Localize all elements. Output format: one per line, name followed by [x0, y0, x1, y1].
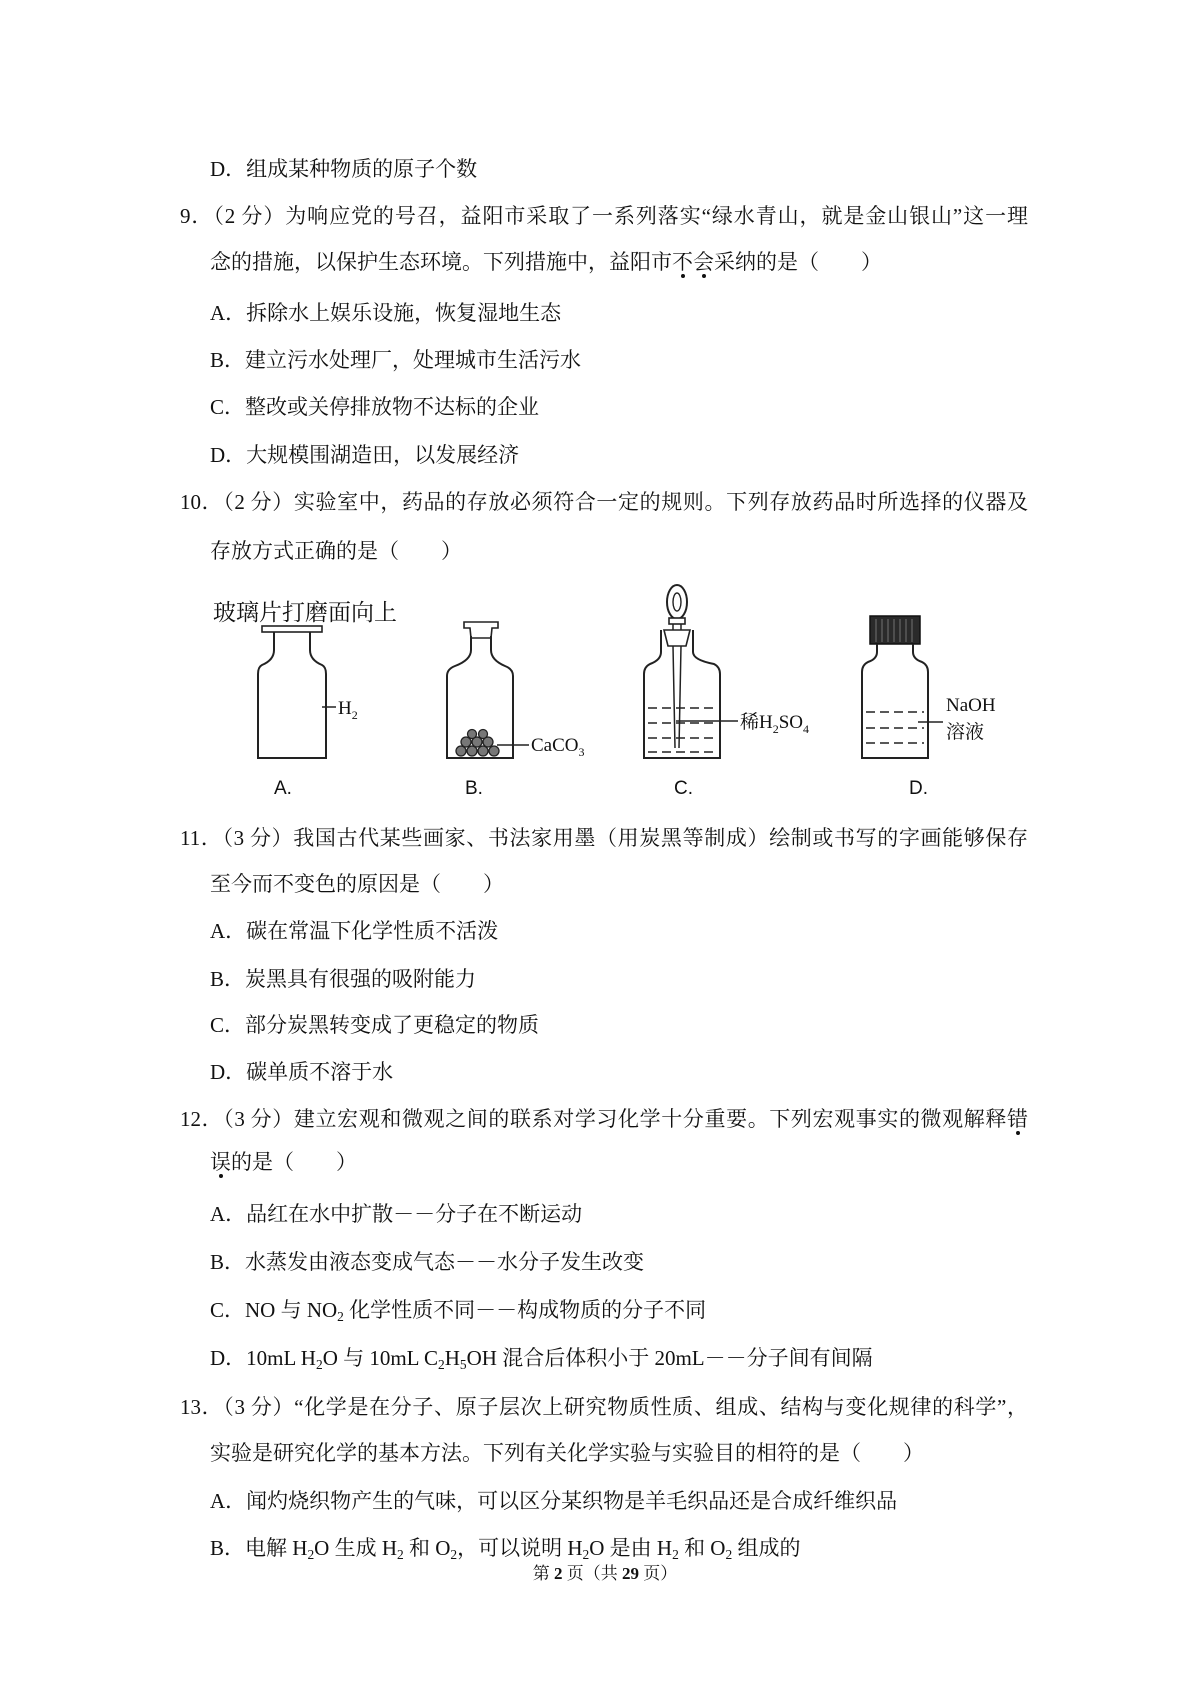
emphasis-char: 错 — [1007, 1107, 1028, 1131]
total-pages: 29 — [622, 1564, 639, 1583]
q12-option-c — [210, 1295, 706, 1325]
subscript: 2 — [438, 1357, 445, 1373]
option-text: O 是由 H — [589, 1536, 673, 1560]
label-c — [740, 711, 809, 736]
choice-label-c: C. — [674, 778, 693, 799]
emphasis-char: 误 — [210, 1150, 231, 1174]
option-text: 和 O — [403, 1536, 451, 1560]
label-text: CaCO — [531, 735, 579, 756]
subscript: 2 — [397, 1547, 404, 1563]
screw-cap-bottle-d — [862, 644, 928, 758]
option-text: 化学性质不同－－构成物质的分子不同 — [343, 1298, 707, 1322]
q12-option-a: A．品红在水中扩散－－分子在不断运动 — [210, 1202, 583, 1226]
footer-text: 第 — [532, 1564, 554, 1583]
footer-text: 页） — [639, 1564, 678, 1583]
option-text: ，可以说明 H — [457, 1536, 583, 1560]
q11-option-b: B．炭黑具有很强的吸附能力 — [210, 967, 477, 991]
subscript: 4 — [803, 722, 810, 736]
subscript: 2 — [351, 708, 358, 722]
page-footer — [5, 1563, 1200, 1585]
q12-option-b: B．水蒸发由液态变成气态－－水分子发生改变 — [210, 1250, 645, 1274]
dropper-bulb — [667, 585, 687, 619]
q9-stem-line1: 9．（2 分）为响应党的号召，益阳市采取了一系列落实“绿水青山，就是金山银山”这一理 — [180, 204, 1028, 228]
q12-option-d — [210, 1343, 873, 1373]
option-text: OH 混合后体积小于 20mL－－分子间有间隔 — [466, 1346, 873, 1370]
option-text: O 生成 H — [314, 1536, 397, 1560]
stem-text: 的是（ ） — [231, 1150, 357, 1174]
q9-stem-line2 — [210, 247, 882, 277]
q12-stem-line2 — [210, 1147, 357, 1177]
label-b — [531, 735, 585, 759]
dropper-stopper — [664, 630, 690, 646]
label-text: SO — [778, 712, 804, 733]
label-d-solution: 溶液 — [946, 722, 985, 743]
q9-option-a: A．拆除水上娱乐设施，恢复湿地生态 — [210, 301, 562, 325]
subscript: 2 — [672, 1547, 679, 1563]
label-a — [338, 698, 358, 722]
subscript: 2 — [315, 1357, 323, 1373]
option-text: B．电解 H — [210, 1536, 308, 1560]
subscript: 2 — [772, 722, 779, 736]
q9-option-d: D．大规模围湖造田，以发展经济 — [210, 443, 520, 467]
liquid-lines-c — [648, 708, 716, 752]
choice-label-a: A. — [274, 778, 292, 799]
option-text: H — [444, 1346, 460, 1370]
option-text: 组成的 — [732, 1536, 801, 1560]
stem-text: 念的措施，以保护生态环境。下列措施中，益阳市 — [210, 250, 672, 274]
q9-option-b: B．建立污水处理厂，处理城市生活污水 — [210, 348, 582, 372]
q11-stem-line2: 至今而不变色的原因是（ ） — [210, 872, 504, 896]
q12-stem-line1 — [180, 1104, 1028, 1134]
q11-option-c: C．部分炭黑转变成了更稳定的物质 — [210, 1013, 540, 1037]
subscript: 2 — [450, 1547, 458, 1563]
dropper-bottle-c — [644, 630, 720, 758]
subscript: 2 — [582, 1547, 590, 1563]
emphasis-char: 不 — [672, 250, 693, 274]
subscript: 2 — [307, 1547, 315, 1563]
subscript: 3 — [578, 745, 585, 759]
option-text: 和 O — [678, 1536, 726, 1560]
label-d-formula: NaOH — [946, 695, 996, 716]
cap-ridges — [876, 619, 912, 642]
liquid-lines-d — [866, 712, 924, 743]
caption-glass-plate: 玻璃片打磨面向上 — [213, 599, 397, 625]
q10-stem-line1: 10．（2 分）实验室中，药品的存放必须符合一定的规则。下列存放药品时所选择的仪器及 — [180, 490, 1028, 514]
choice-label-b: B. — [465, 778, 483, 799]
glass-plate — [262, 626, 322, 632]
q13-stem-line2: 实验是研究化学的基本方法。下列有关化学实验与实验目的相符的是（ ） — [210, 1441, 924, 1465]
stem-text: 采纳的是（ ） — [714, 250, 882, 274]
option-text: C．NO 与 NO — [210, 1298, 338, 1322]
choice-label-d: D. — [909, 778, 928, 799]
q13-option-b — [210, 1533, 800, 1563]
option-text: O 与 10mL C — [322, 1346, 438, 1370]
page-number: 2 — [554, 1564, 563, 1583]
solid-granules — [456, 730, 499, 757]
emphasis-char: 会 — [693, 250, 714, 274]
option-text: D．10mL H — [210, 1346, 316, 1370]
q13-stem-line1: 13．（3 分）“化学是在分子、原子层次上研究物质性质、组成、结构与变化规律的科学”， — [180, 1395, 1028, 1419]
bottle-stopper-b — [464, 622, 498, 638]
stem-text: 12．（3 分）建立宏观和微观之间的联系对学习化学十分重要。下列宏观事实的微观解释 — [180, 1107, 1007, 1131]
q10-bottles-figure — [0, 580, 1200, 805]
q11-stem-line1: 11．（3 分）我国古代某些画家、书法家用墨（用炭黑等制成）绘制或书写的字画能够保存 — [180, 826, 1028, 850]
gas-jar-a — [258, 632, 326, 758]
footer-text: 页（共 — [562, 1564, 622, 1583]
q13-option-a: A．闻灼烧织物产生的气味，可以区分某织物是羊毛织品还是合成纤维织品 — [210, 1489, 898, 1513]
subscript: 2 — [337, 1309, 344, 1325]
label-text: 稀H — [740, 712, 773, 733]
q11-option-a: A．碳在常温下化学性质不活泼 — [210, 919, 499, 943]
dropper-ring — [669, 618, 685, 624]
q11-option-d: D．碳单质不溶于水 — [210, 1060, 394, 1084]
q10-stem-line2: 存放方式正确的是（ ） — [210, 539, 462, 563]
subscript: 5 — [459, 1357, 467, 1373]
q8-option-d: D．组成某种物质的原子个数 — [210, 157, 478, 181]
label-text: H — [338, 698, 352, 719]
q9-option-c: C．整改或关停排放物不达标的企业 — [210, 395, 540, 419]
subscript: 2 — [725, 1547, 733, 1563]
